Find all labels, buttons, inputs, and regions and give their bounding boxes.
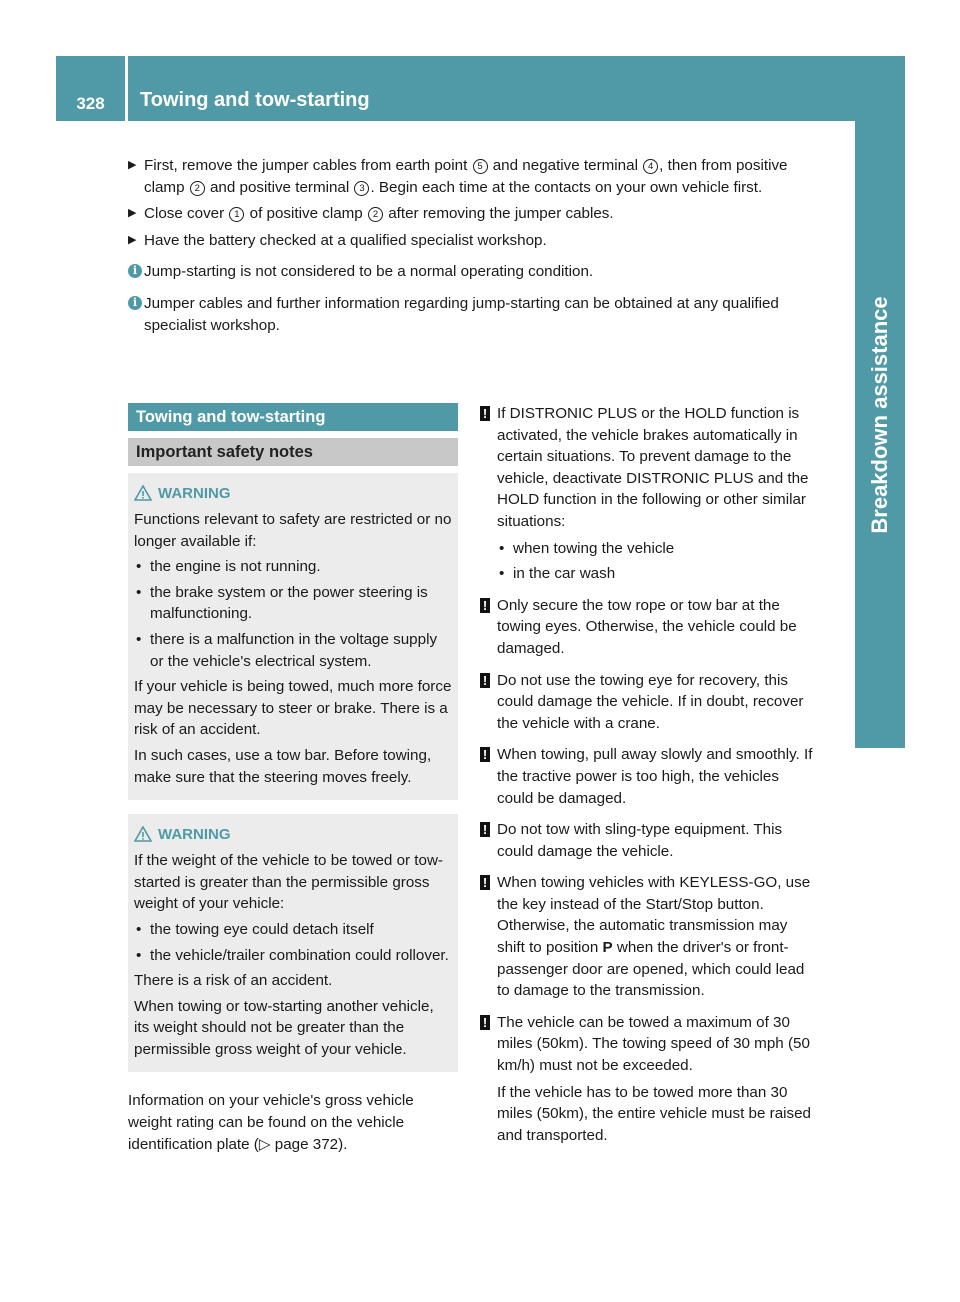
gross-weight-text: Information on your vehicle's gross vehicle weight rating can be found on the vehicle identification plate (▷ page 372).	[128, 1092, 414, 1153]
caution-icon: !	[480, 822, 490, 837]
side-tab-label: Breakdown assistance	[867, 296, 892, 534]
caution-note: ! Do not use the towing eye for recovery, this could damage the vehicle. If in doubt, recover the vehicle with a crane.	[480, 670, 815, 735]
info-icon: i	[128, 264, 142, 278]
header-divider	[125, 56, 128, 121]
list-item: • the brake system or the power steering is malfunctioning.	[136, 583, 428, 623]
step-item: ▶ First, remove the jumper cables from earth point 5 and negative terminal 4 , then from positive clamp 2 and positive terminal 3 . Begin each time at the contacts on your own vehicle first.	[128, 157, 788, 196]
header-title: Towing and tow-starting	[140, 89, 370, 111]
caution-note: ! The vehicle can be towed a maximum of 30 miles (50km). The towing speed of 30 mph (50 km/h) must not be exceeded. If the vehicle has to be towed more than 30 miles (50km), the entire vehicle must be raised and transported.	[480, 1012, 815, 1147]
caution-note: ! Only secure the tow rope or tow bar at the towing eyes. Otherwise, the vehicle could be damaged.	[480, 595, 815, 660]
step-arrow-icon: ▶	[128, 159, 137, 171]
step-arrow-icon: ▶	[128, 207, 137, 220]
jump-start-steps	[128, 155, 828, 336]
caution-icon: !	[480, 747, 490, 762]
callout-4-icon: 4	[643, 159, 658, 174]
caution-icon: !	[480, 875, 490, 890]
caution-note: ! Do not tow with sling-type equipment. This could damage the vehicle.	[480, 819, 815, 862]
warning-text: In such cases, use a tow bar. Before towing, make sure that the steering moves freely.	[134, 746, 432, 786]
right-column	[480, 403, 815, 1156]
left-column	[128, 403, 458, 1155]
caution-note: ! When towing, pull away slowly and smoothly. If the tractive power is too high, the vehicles could be damaged.	[480, 744, 815, 809]
warning-text: There is a risk of an accident.	[134, 972, 333, 990]
warning-text: Functions relevant to safety are restricted or no longer available if:	[134, 511, 452, 550]
warning-triangle-icon	[134, 485, 152, 501]
page-reference-arrow-icon: ▷	[258, 1135, 271, 1153]
caution-icon: !	[480, 598, 490, 613]
page-header	[56, 56, 905, 121]
warning-text: When towing or tow-starting another vehicle, its weight should not be greater than the permissible gross weight of your vehicle.	[134, 997, 434, 1058]
step-item: ▶ Close cover 1 of positive clamp 2 after removing the jumper cables.	[128, 203, 828, 225]
list-item: • the towing eye could detach itself	[136, 920, 374, 938]
warning-box	[128, 814, 458, 1072]
warning-box	[128, 473, 458, 800]
page-reference-link[interactable]: page 372	[270, 1135, 339, 1153]
warning-heading: WARNING	[134, 483, 452, 505]
callout-2-icon: 2	[190, 181, 205, 196]
list-item: • in the car wash	[499, 565, 616, 583]
caution-icon: !	[480, 673, 490, 688]
page-number: 328	[76, 94, 105, 113]
section-title: Towing and tow-starting	[128, 403, 458, 431]
info-note: i Jump-starting is not considered to be a normal operating condition.	[128, 261, 828, 283]
list-item: • the engine is not running.	[136, 558, 321, 576]
info-note: i Jumper cables and further information regarding jump-starting can be obtained at any qualified specialist workshop.	[128, 293, 828, 336]
list-item: • when towing the vehicle	[499, 539, 675, 557]
warning-heading: WARNING	[134, 824, 452, 846]
callout-5-icon: 5	[473, 159, 488, 174]
subsection-title: Important safety notes	[128, 438, 458, 466]
step-item: ▶ Have the battery checked at a qualified specialist workshop.	[128, 230, 828, 252]
callout-3-icon: 3	[354, 181, 369, 196]
warning-triangle-icon	[134, 826, 152, 842]
warning-text: If the weight of the vehicle to be towed or tow-started is greater than the permissible gross weight of your vehicle:	[134, 852, 443, 913]
warning-text: If your vehicle is being towed, much more force may be necessary to steer or brake. There is a risk of an accident.	[134, 678, 452, 739]
step-arrow-icon: ▶	[128, 233, 137, 246]
caution-note: ! When towing vehicles with KEYLESS-GO, use the key instead of the Start/Stop button. Otherwise, the automatic transmission may shift to position P when the driver's or front-passenger door are opened, which could lead to damage to the transmission.	[480, 872, 815, 1002]
callout-1-icon: 1	[229, 207, 244, 222]
caution-icon: !	[480, 406, 490, 421]
callout-2-icon: 2	[368, 207, 383, 222]
list-item: • the vehicle/trailer combination could rollover.	[136, 946, 449, 964]
caution-note: ! If DISTRONIC PLUS or the HOLD function is activated, the vehicle brakes automatically in certain situations. To prevent damage to the vehicle, deactivate DISTRONIC PLUS and the HOLD function in the following or other similar situations: • when towing the vehicle • in the car wash	[480, 403, 815, 585]
info-icon: i	[128, 296, 142, 310]
caution-icon: !	[480, 1015, 490, 1030]
list-item: • there is a malfunction in the voltage supply or the vehicle's electrical system.	[136, 630, 438, 670]
